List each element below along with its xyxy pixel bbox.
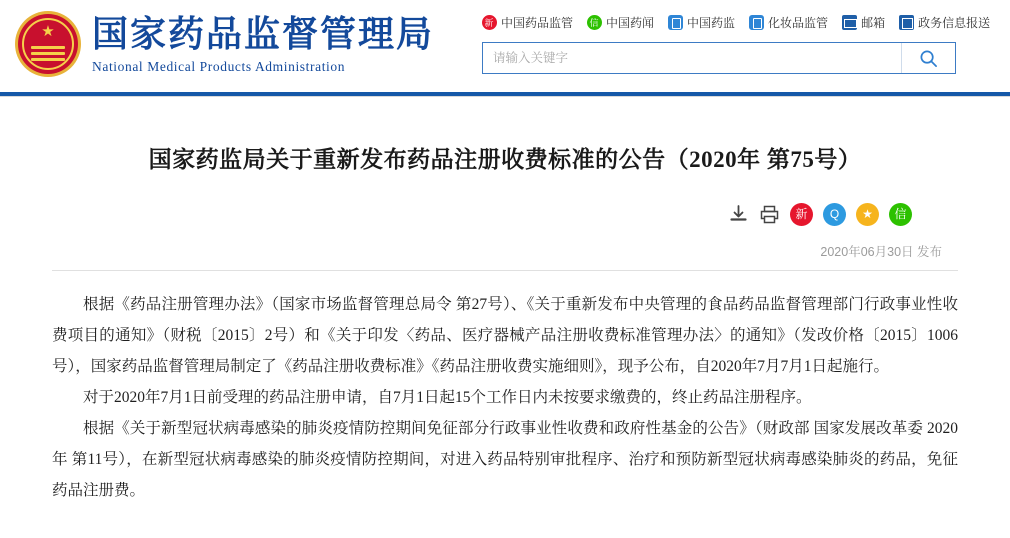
quick-link-wechat-label: 中国药闻 xyxy=(606,16,655,30)
national-emblem-icon xyxy=(14,10,82,78)
weibo-share-icon[interactable]: 新 xyxy=(790,203,813,226)
article-toolbar xyxy=(52,203,958,226)
article-paragraph-1: 根据《药品注册管理办法》（国家市场监督管理总局令 第27号）、《关于重新发布中央管理的食品药品监督管理部门行政事业性收费项目的通知》（财税〔2015〕2号）和《关于印发〈药品、医疗器械产品注册收费标准管理办法〉的通知》（发改价格〔2015〕1006号），国家药品监督管理局制定了《药品注册收费标准》《药品注册收费实施细则》，现予公布，自2020年7月7月1日起施行。 xyxy=(52,296,958,375)
search-button[interactable] xyxy=(901,43,955,73)
site-title-en: National Medical Products Administration xyxy=(92,58,346,74)
quick-link-app-nmpa[interactable] xyxy=(668,14,735,31)
quick-link-app-cosmetics-label: 化妆品监管 xyxy=(768,16,829,30)
qzone-share-icon[interactable]: Q xyxy=(823,203,846,226)
emblem-bar-2 xyxy=(31,52,65,55)
quick-link-app-cosmetics[interactable] xyxy=(749,14,828,31)
emblem-bar-3 xyxy=(31,58,65,61)
quick-link-mail[interactable] xyxy=(842,14,885,31)
emblem-bar-1 xyxy=(31,46,65,49)
article-body xyxy=(52,289,958,506)
quick-link-wechat[interactable] xyxy=(587,14,654,31)
quick-links xyxy=(470,14,1010,31)
quick-link-mail-label: 邮箱 xyxy=(861,16,886,30)
search-input[interactable] xyxy=(483,43,901,73)
search-icon xyxy=(919,49,938,68)
quick-link-weibo[interactable] xyxy=(482,14,573,31)
quick-link-app-nmpa-label: 中国药监 xyxy=(687,16,736,30)
wechat-share-icon[interactable]: 信 xyxy=(889,203,912,226)
favorite-share-icon[interactable]: ★ xyxy=(856,203,879,226)
mobile-app-icon xyxy=(668,15,683,30)
wechat-icon xyxy=(587,15,602,30)
article-paragraph-3: 根据《关于新型冠状病毒感染的肺炎疫情防控期间免征部分行政事业性收费和政府性基金的公告》（财政部 国家发展改革委 2020年 第11号），在新型冠状病毒感染的肺炎疫情防控期间，对进入药品特别审批程序、治疗和预防新型冠状病毒感染肺炎的药品，免征药品注册费。 xyxy=(52,420,958,499)
quick-link-weibo-label: 中国药品监管 xyxy=(501,16,574,30)
weibo-icon xyxy=(482,15,497,30)
mobile-app-icon-2 xyxy=(749,15,764,30)
site-logo-block[interactable] xyxy=(0,0,470,78)
site-title-cn: 国家药品监督管理局 xyxy=(92,13,435,54)
search-bar[interactable] xyxy=(482,42,956,74)
quick-link-report[interactable] xyxy=(899,14,990,31)
publish-date: 2020年06月30日 发布 xyxy=(820,245,942,259)
emblem-star-icon: ★ xyxy=(41,23,55,40)
site-header xyxy=(0,0,1010,92)
quick-link-report-label: 政务信息报送 xyxy=(918,16,991,30)
download-icon[interactable] xyxy=(728,204,749,225)
header-thin-rule xyxy=(0,96,1010,97)
article xyxy=(0,143,1010,506)
page-title: 国家药监局关于重新发布药品注册收费标准的公告（2020年 第75号） xyxy=(148,147,862,172)
report-icon xyxy=(899,15,914,30)
article-divider xyxy=(52,270,958,271)
mail-icon xyxy=(842,15,857,30)
header-right xyxy=(470,0,1010,74)
article-paragraph-2: 对于2020年7月1日前受理的药品注册申请，自7月1日起15个工作日内未按要求缴费的，终止药品注册程序。 xyxy=(83,389,812,406)
print-icon[interactable] xyxy=(759,204,780,225)
